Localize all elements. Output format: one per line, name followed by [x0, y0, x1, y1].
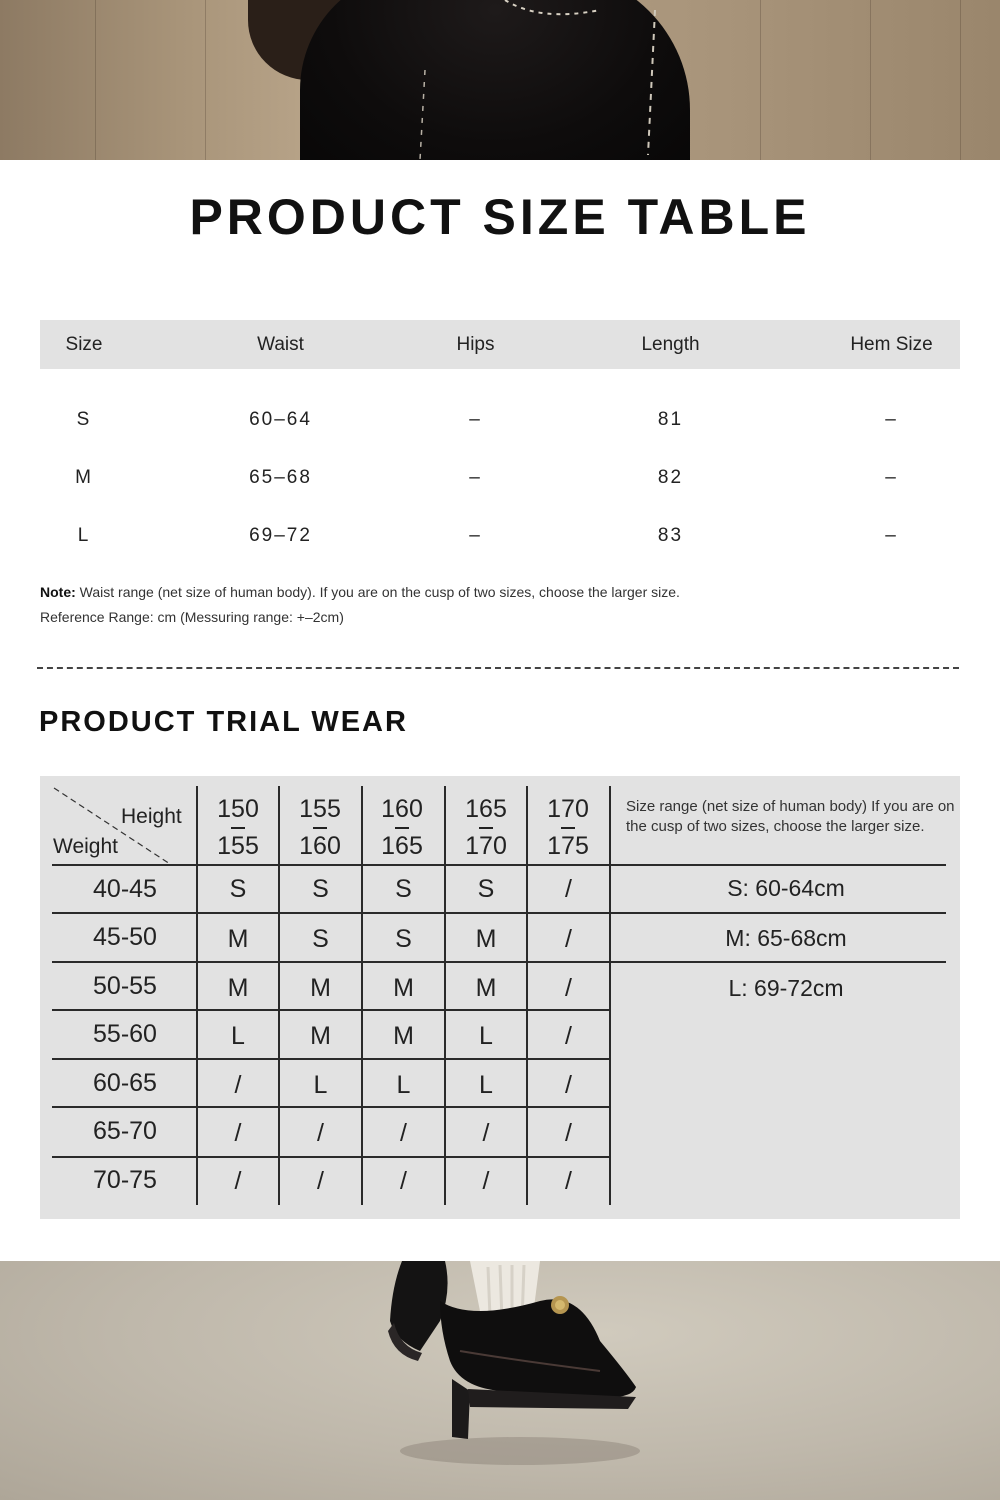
- size-cell: /: [317, 1118, 324, 1147]
- size-cell: L: [479, 1070, 493, 1099]
- size-cell: /: [565, 1022, 572, 1050]
- cell-hem-size: –: [885, 409, 898, 430]
- height-bottom: 170: [465, 832, 507, 860]
- size-cell: M: [475, 925, 497, 953]
- size-note: [40, 584, 680, 600]
- size-cell: /: [565, 973, 572, 1002]
- size-cell: S: [395, 925, 412, 953]
- height-range-dash: [231, 827, 245, 829]
- height-top: 170: [547, 795, 589, 823]
- weight-cell: 45-50: [93, 923, 157, 951]
- size-cell: /: [234, 1118, 242, 1147]
- embroidery-detail: [0, 0, 1000, 160]
- section-title: PRODUCT TRIAL WEAR: [39, 706, 408, 738]
- size-cell: M: [393, 973, 414, 1002]
- weight-cell: 40-45: [93, 874, 157, 903]
- table-row: [40, 463, 960, 493]
- size-cell: S: [477, 874, 495, 903]
- top-product-photo: [0, 0, 1000, 160]
- header-length: Length: [641, 333, 700, 355]
- size-cell: L: [313, 1070, 328, 1099]
- loafer-shoe-photo: [0, 1261, 1000, 1500]
- size-cell: M: [310, 1022, 331, 1050]
- size-cell: M: [227, 925, 249, 953]
- dashed-divider: [37, 667, 959, 669]
- size-cell: /: [234, 1167, 242, 1195]
- cell-length: 83: [657, 525, 684, 546]
- cell-size: M: [75, 467, 93, 488]
- cell-hem-size: –: [885, 525, 898, 546]
- size-cell: S: [395, 874, 412, 903]
- size-cell: /: [482, 1118, 490, 1147]
- cell-hem-size: –: [885, 467, 898, 488]
- size-cell: L: [479, 1022, 493, 1050]
- size-cell: S: [312, 874, 329, 903]
- table-row: [40, 521, 960, 551]
- header-size: Size: [65, 333, 103, 355]
- size-cell: /: [565, 1070, 572, 1099]
- weight-cell: 60-65: [93, 1068, 157, 1097]
- size-cell: /: [400, 1167, 407, 1195]
- grid-line: [609, 786, 611, 1205]
- cell-waist: 69–72: [249, 525, 312, 546]
- size-cell: S: [312, 925, 329, 953]
- weight-cell: 55-60: [93, 1020, 157, 1048]
- cell-waist: 65–68: [249, 467, 312, 488]
- height-top: 150: [217, 795, 259, 823]
- size-table: [40, 320, 960, 546]
- size-cell: /: [565, 925, 572, 953]
- size-cell: /: [565, 1167, 572, 1195]
- cell-waist: 60–64: [249, 409, 312, 430]
- size-cell: /: [565, 1118, 572, 1147]
- note-text: Waist range (net size of human body). If you are on the cusp of two sizes, choose the larger size.: [75, 584, 680, 600]
- height-bottom: 155: [217, 832, 259, 860]
- size-cell: M: [393, 1022, 414, 1050]
- weight-cell: 70-75: [93, 1165, 157, 1194]
- size-cell: /: [400, 1118, 407, 1147]
- header-hem-size: Hem Size: [850, 333, 933, 355]
- height-range-dash: [561, 827, 575, 829]
- cell-hips: –: [469, 525, 482, 546]
- size-cell: /: [317, 1167, 324, 1195]
- size-table-header: [40, 320, 960, 369]
- height-range-dash: [479, 827, 493, 829]
- cell-length: 82: [657, 467, 684, 488]
- header-hips: Hips: [456, 333, 495, 355]
- bottom-product-photo: [0, 1261, 1000, 1500]
- note-label: Note:: [40, 584, 76, 600]
- size-cell: /: [565, 874, 572, 903]
- height-top: 165: [465, 795, 507, 823]
- height-top: 155: [299, 795, 341, 823]
- size-cell: /: [482, 1167, 490, 1195]
- size-cell: M: [310, 973, 331, 1002]
- size-cell: M: [227, 973, 249, 1002]
- height-top: 160: [381, 795, 423, 823]
- cell-length: 81: [657, 409, 684, 430]
- weight-cell: 65-70: [93, 1116, 157, 1145]
- reference-range: Reference Range: cm (Messuring range: +–2cm): [40, 609, 344, 625]
- size-cell: /: [234, 1070, 242, 1099]
- height-bottom: 165: [381, 832, 423, 860]
- header-waist: Waist: [257, 333, 304, 355]
- height-range-dash: [313, 827, 327, 829]
- size-cell: M: [475, 973, 497, 1002]
- page-title: PRODUCT SIZE TABLE: [189, 189, 811, 245]
- range-s: S: 60-64cm: [727, 875, 845, 901]
- cell-size: L: [77, 525, 91, 546]
- weight-cell: 50-55: [93, 971, 157, 1000]
- cell-hips: –: [469, 467, 482, 488]
- height-bottom: 160: [299, 832, 341, 860]
- height-bottom: 175: [547, 832, 589, 860]
- size-range-note: Size range (net size of human body) If you are on the cusp of two sizes, choose the larger size.: [626, 798, 955, 835]
- corner-weight-label: Weight: [53, 835, 118, 858]
- cell-hips: –: [469, 409, 482, 430]
- size-cell: S: [229, 874, 247, 903]
- size-cell: L: [396, 1070, 411, 1099]
- table-row: [40, 405, 960, 435]
- size-cell: L: [231, 1022, 245, 1050]
- corner-height-label: Height: [121, 805, 182, 828]
- height-range-dash: [395, 827, 409, 829]
- cell-size: S: [76, 409, 92, 430]
- range-m: M: 65-68cm: [725, 925, 847, 951]
- range-l: L: 69-72cm: [728, 975, 844, 1001]
